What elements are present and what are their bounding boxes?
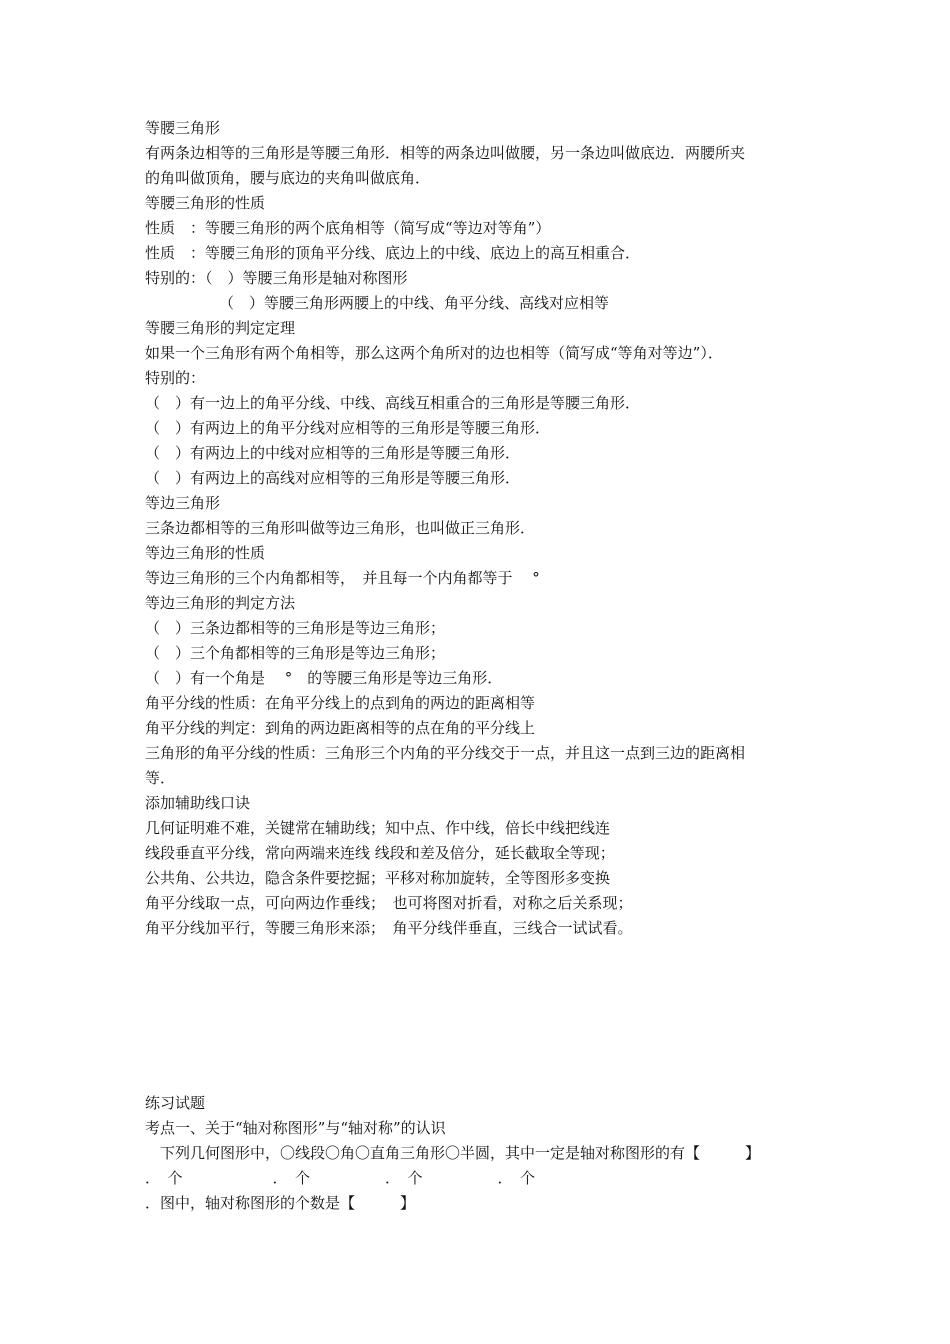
angle-bisector-property: 角平分线的性质：在角平分线上的点到角的两边的距离相等 <box>145 694 536 712</box>
exercise-heading: 练习试题 <box>145 1094 206 1112</box>
exercise-question-1-options: ． 个 ． 个 ． 个 ． 个 <box>145 1169 536 1187</box>
auxiliary-line-rhyme-line-2: 线段垂直平分线，常向两端来连线 线段和差及倍分，延长截取全等现； <box>145 844 615 862</box>
isosceles-property-1: 性质 ：等腰三角形的两个底角相等（简写成“等边对等角”） <box>145 219 551 237</box>
isosceles-property-2: 性质 ：等腰三角形的顶角平分线、底边上的中线、底边上的高互相重合． <box>145 244 641 262</box>
equilateral-judgement-heading: 等边三角形的判定方法 <box>145 594 296 612</box>
equilateral-definition: 三条边都相等的三角形叫做等边三角形，也叫做正三角形． <box>145 519 536 537</box>
equilateral-judgement-item-3: （ ）有一个角是 ° 的等腰三角形是等边三角形． <box>145 669 503 687</box>
equilateral-property: 等边三角形的三个内角都相等， 并且每一个内角都等于 ° <box>145 569 540 587</box>
isosceles-judgement-item-2: （ ）有两边上的角平分线对应相等的三角形是等腰三角形． <box>145 419 551 437</box>
angle-bisector-judgement: 角平分线的判定：到角的两边距离相等的点在角的平分线上 <box>145 719 536 737</box>
auxiliary-line-rhyme-heading: 添加辅助线口诀 <box>145 794 251 812</box>
auxiliary-line-rhyme-line-3: 公共角、公共边，隐含条件要挖掘；平移对称加旋转，全等图形多变换 <box>145 869 611 887</box>
isosceles-judgement-special: 特别的： <box>145 369 206 387</box>
isosceles-special-1: 特别的：（ ）等腰三角形是轴对称图形 <box>145 269 408 287</box>
exercise-question-1: 下列几何图形中，〇线段〇角〇直角三角形〇半圆，其中一定是轴对称图形的有【 】 <box>145 1144 761 1162</box>
isosceles-properties-heading: 等腰三角形的性质 <box>145 194 266 212</box>
equilateral-properties-heading: 等边三角形的性质 <box>145 544 266 562</box>
isosceles-special-2: （ ）等腰三角形两腰上的中线、角平分线、高线对应相等 <box>219 294 610 312</box>
auxiliary-line-rhyme-line-4: 角平分线取一点，可向两边作垂线； 也可将图对折看，对称之后关系现； <box>145 894 633 912</box>
triangle-bisector-property-line-2: 等． <box>145 769 176 787</box>
exercise-question-2: ．图中，轴对称图形的个数是【 】 <box>145 1194 416 1212</box>
isosceles-judgement-item-4: （ ）有两边上的高线对应相等的三角形是等腰三角形． <box>145 469 521 487</box>
equilateral-judgement-item-2: （ ）三个角都相等的三角形是等边三角形； <box>145 644 446 662</box>
triangle-bisector-property-line-1: 三角形的角平分线的性质：三角形三个内角的平分线交于一点，并且这一点到三边的距离相 <box>145 744 746 762</box>
section-heading-equilateral: 等边三角形 <box>145 494 221 512</box>
isosceles-judgement-theorem: 如果一个三角形有两个角相等，那么这两个角所对的边也相等（简写成“等角对等边”）． <box>145 344 723 362</box>
isosceles-judgement-heading: 等腰三角形的判定定理 <box>145 319 296 337</box>
exercise-topic-1: 考点一、关于“轴对称图形”与“轴对称”的认识 <box>145 1119 446 1137</box>
isosceles-definition-line-2: 的角叫做顶角，腰与底边的夹角叫做底角． <box>145 169 431 187</box>
isosceles-judgement-item-1: （ ）有一边上的角平分线、中线、高线互相重合的三角形是等腰三角形． <box>145 394 641 412</box>
section-heading-isosceles: 等腰三角形 <box>145 119 221 137</box>
isosceles-judgement-item-3: （ ）有两边上的中线对应相等的三角形是等腰三角形． <box>145 444 521 462</box>
auxiliary-line-rhyme-line-1: 几何证明难不难，关键常在辅助线；知中点、作中线，倍长中线把线连 <box>145 819 611 837</box>
isosceles-definition-line-1: 有两条边相等的三角形是等腰三角形．相等的两条边叫做腰，另一条边叫做底边．两腰所夹 <box>145 144 746 162</box>
auxiliary-line-rhyme-line-5: 角平分线加平行，等腰三角形来添； 角平分线伴垂直，三线合一试试看。 <box>145 919 633 937</box>
equilateral-judgement-item-1: （ ）三条边都相等的三角形是等边三角形； <box>145 619 446 637</box>
